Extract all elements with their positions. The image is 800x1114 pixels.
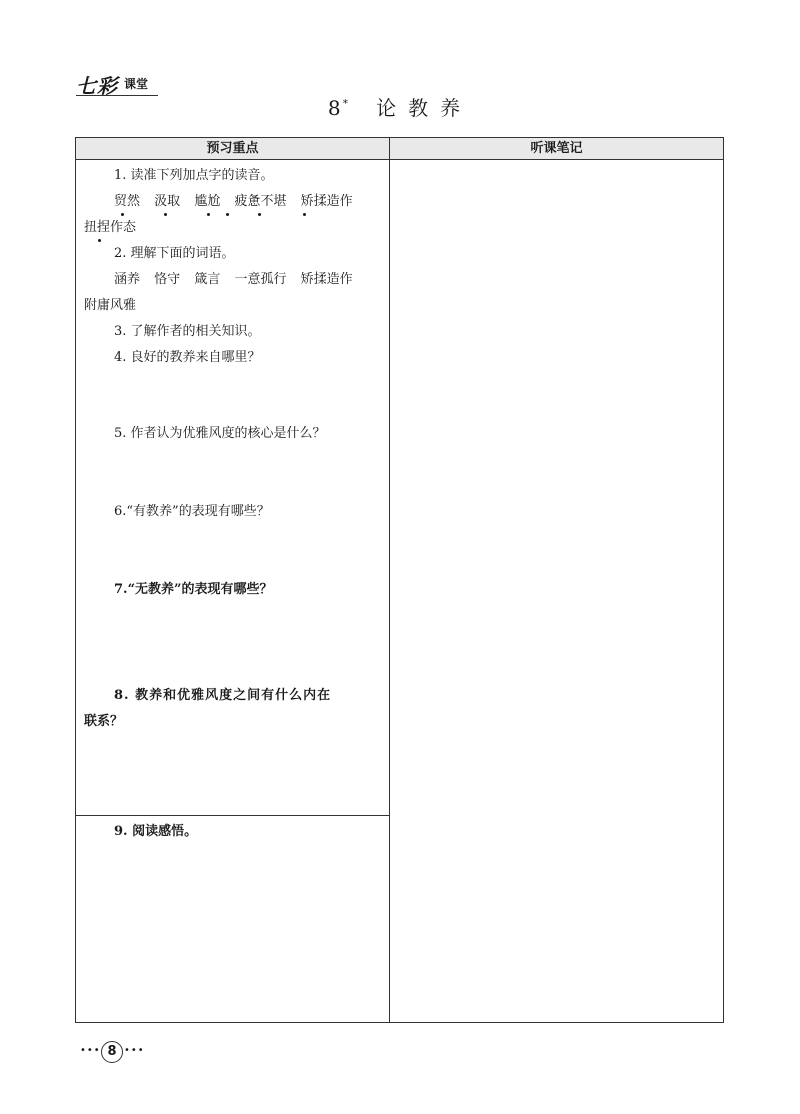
word-item: 矫揉造作 [300,272,353,287]
question-4: 4. 良好的教养来自哪里？ [114,350,261,365]
lesson-mark: * [342,97,349,111]
dots-decoration-icon: ••• [124,1045,145,1056]
word-item: 涵养 [114,272,141,287]
word-item: 箴言 [194,272,221,287]
dots-decoration-icon: ••• [80,1045,101,1056]
question-2-words [84,267,363,293]
word-item: 汲取 [154,194,181,209]
lesson-number: 8 [327,96,341,120]
page-number-badge [80,1041,144,1063]
question-1: 1. 读准下列加点字的读音。 [114,168,274,183]
lesson-title-text: 论教养 [376,96,473,120]
worksheet-table [75,137,724,1023]
question-1-wrap: 扭捏作态 [84,220,137,235]
word-item: 恪守 [154,272,181,287]
word-item: 疲惫不堪 [234,194,287,209]
question-9: 9. 阅读感悟。 [114,824,198,839]
emphasis-dot [207,213,210,216]
emphasis-dot [303,213,306,216]
question-2: 2. 理解下面的词语。 [114,246,235,261]
word-item: 贸然 [114,194,141,209]
question-3: 3. 了解作者的相关知识。 [114,324,261,339]
lesson-title [0,92,800,121]
brand-sub: 课堂 [124,77,149,91]
word-item: 矫揉造作 [300,194,353,209]
page-number: 8 [101,1041,123,1063]
question-1-words [84,189,363,215]
question-8-line-2: 联系？ [84,714,124,729]
emphasis-dot [226,213,229,216]
question-2-wrap: 附庸风雅 [84,298,137,313]
column-divider [389,138,390,1022]
emphasis-dot [164,213,167,216]
question-5: 5. 作者认为优雅风度的核心是什么？ [114,426,326,441]
word-item: 一意孤行 [234,272,287,287]
question-7: 7.“无教养”的表现有哪些？ [114,582,273,597]
question-6: 6.“有教养”的表现有哪些？ [114,504,270,519]
emphasis-dot [258,213,261,216]
reading-section-divider [76,815,389,816]
column-header-notes: 听课笔记 [390,138,723,160]
brand-name: 七彩 [76,74,118,98]
word-item: 尴尬 [194,194,221,209]
question-8-line-1: 8. 教养和优雅风度之间有什么内在 [114,688,332,703]
column-header-preview: 预习重点 [76,138,389,160]
